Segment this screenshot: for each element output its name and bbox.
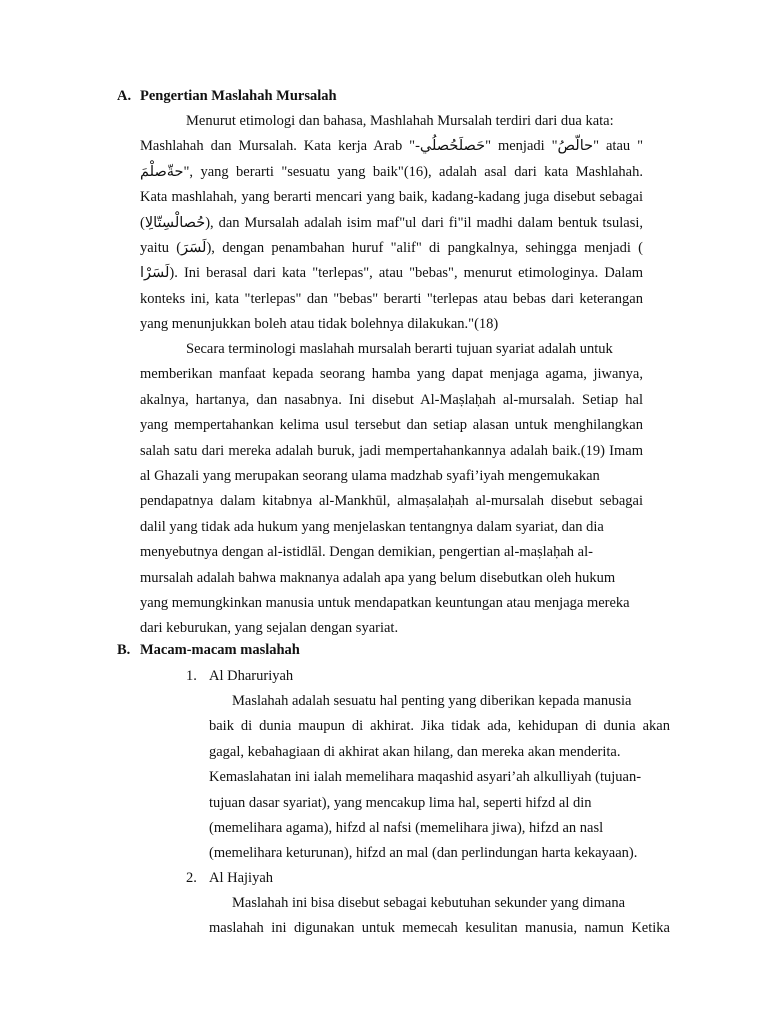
section-a-paragraph-2 [140,339,643,644]
section-a-title: Pengertian Maslahah Mursalah [140,88,337,104]
paragraph-line: maslahah ini digunakan untuk memecah kesulitan manusia, namun Ketika [209,920,670,937]
paragraph-line: yang menunjukkan boleh atau tidak bolehnya dilakukan."(18) [140,316,499,333]
paragraph-line: menyebutnya dengan al-istidlāl. Dengan demikian, pengertian al-maṣlaḥah al- [140,544,593,561]
list-item-number: 2. [186,870,197,886]
section-a-letter: A. [117,88,132,104]
paragraph-line: dari keburukan, yang sejalan dengan syariat. [140,620,399,637]
paragraph-line: dalil yang tidak ada hukum yang menjelaskan tentangnya dalam syariat, dan dia [140,518,604,535]
paragraph-line: konteks ini, kata "terlepas" dan "bebas" berarti "terlepas atau bebas dari keterangan [140,290,643,307]
paragraph-line: (memelihara keturunan), hifzd an mal (dan perlindungan harta kekayaan). [209,845,638,862]
list-item-number: 1. [186,668,197,684]
paragraph-line: akalnya, hartanya, dan nasabnya. Ini disebut Al-Maṣlaḥah al-mursalah. Setiap hal [140,391,643,408]
section-b-title: Macam-macam maslahah [140,642,300,658]
paragraph-line: Maslahah ini bisa disebut sebagai kebutuhan sekunder yang dimana [232,895,626,911]
paragraph-line: حةّصلْمَ", yang berarti "sesuatu yang baik"(16), adalah asal dari kata Mashlahah. [140,163,643,180]
paragraph-line: al Ghazali yang merupakan seorang ulama madzhab syafi’iyah mengemukakan [140,467,600,484]
paragraph-line: baik di dunia maupun di akhirat. Jika tidak ada, kehidupan di dunia akan [209,718,670,735]
paragraph-line: Maslahah adalah sesuatu hal penting yang diberikan kepada manusia [232,693,632,709]
paragraph-line: gagal, kebahagiaan di akhirat akan hilang, dan mereka akan menderita. [209,743,621,760]
section-b-letter: B. [117,642,131,658]
paragraph-line: Secara terminologi maslahah mursalah berarti tujuan syariat adalah untuk [186,341,613,357]
paragraph-line: Kemaslahatan ini ialah memelihara maqashid asyari’ah alkulliyah (tujuan- [209,769,642,786]
paragraph-line: salah satu dari mereka adalah buruk, jadi mempertahankannya adalah baik.(19) Imam [140,442,643,459]
paragraph-line: لَسَرْا). Ini berasal dari kata "terlepas", atau "bebas", menurut etimologinya. Dalam [140,265,643,282]
paragraph-line: memberikan manfaat kepada seorang hamba yang dapat menjaga agama, jiwanya, [140,366,643,383]
paragraph-line: (حُصالْسِتّالِا), dan Mursalah adalah isim maf"ul dari fi"il madhi dalam bentuk tsulasi, [140,214,643,231]
paragraph-line: pendapatnya dalam kitabnya al-Mankhūl, almaṣalaḥah al-mursalah disebut sebagai [140,493,643,510]
paragraph-line: yang memungkinkan manusia untuk mendapatkan keuntungan atau menjaga mereka [140,594,630,611]
paragraph-line: Menurut etimologi dan bahasa, Mashlahah Mursalah terdiri dari dua kata: [186,113,614,129]
list-item-label: Al Hajiyah [209,870,274,886]
paragraph-line: (memelihara agama), hifzd al nafsi (memelihara jiwa), hifzd an nasl [209,819,604,836]
list-item-2-body [209,893,670,944]
paragraph-line: yang mempertahankan kelima usul tersebut dan setiap alasan untuk menghilangkan [140,417,643,434]
paragraph-line: mursalah adalah bahwa maknanya adalah apa yang belum disebutkan oleh hukum [140,569,616,586]
paragraph-line: yaitu (لَسَرَ), dengan penambahan huruf "alif" di pangkalnya, sehingga menjadi ( [140,239,643,256]
list-item-1-body [209,691,670,869]
paragraph-line: Mashlahah dan Mursalah. Kata kerja Arab "-حَصلَحُصلُي" menjadi "حالّصُ" atau " [140,138,644,155]
paragraph-line: Kata mashlahah, yang berarti mencari yang baik, kadang-kadang juga disebut sebagai [140,189,643,206]
section-a-paragraph-1 [140,111,643,340]
paragraph-line: tujuan dasar syariat), yang mencakup lima hal, seperti hifzd al din [209,794,592,811]
list-item-label: Al Dharuriyah [209,668,294,684]
